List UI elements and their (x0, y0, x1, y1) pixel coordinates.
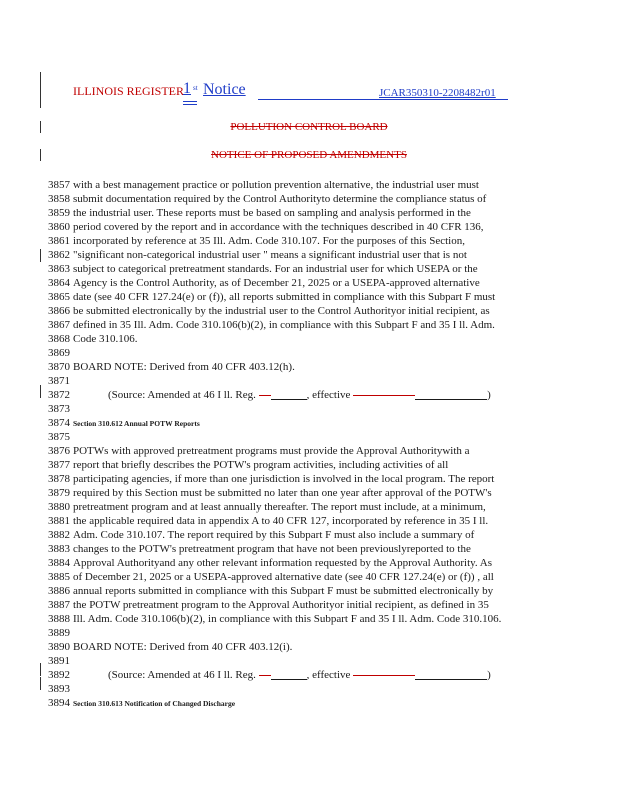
line-text: defined in 35 Ill. Adm. Code 310.106(b)(2), in compliance with this Subpart F and 35 I ll. Adm. (73, 319, 495, 331)
line-text: with a best management practice or pollution prevention alternative, the industrial user must (73, 179, 479, 191)
register-blank (271, 399, 307, 400)
line-text: POTWs with approved pretreatment programs must provide the Approval Authoritywith a (73, 445, 470, 457)
line-text: be submitted electronically by the industrial user to the Control Authorityor initial recipient, as (73, 305, 490, 317)
line-number: 3888 (48, 613, 70, 625)
document-line (48, 612, 568, 626)
line-number: 3876 (48, 445, 70, 457)
line-text: required by this Section must be submitted no later than one year after approval of the POTW's (73, 487, 492, 499)
line-number: 3873 (48, 403, 70, 415)
change-bar (40, 663, 41, 676)
document-line (48, 276, 568, 290)
line-number: 3879 (48, 487, 70, 499)
document-line (48, 626, 568, 640)
document-line (48, 542, 568, 556)
section-heading: Section 310.612 Annual POTW Reports (73, 419, 200, 428)
line-number: 3891 (48, 655, 70, 667)
line-text: annual reports submitted in compliance with this Subpart F must be submitted electronically by (73, 585, 494, 597)
effective-date-blank (415, 679, 487, 680)
double-underline (183, 101, 197, 102)
line-text: subject to categorical pretreatment standards. For an industrial user for which USEPA or the (73, 263, 478, 275)
line-number: 3872 (48, 389, 70, 401)
line-text: "significant non-categorical industrial user " means a significant industrial user that is not (73, 249, 467, 261)
document-line (48, 556, 568, 570)
change-bar (40, 72, 41, 108)
document-line (48, 248, 568, 262)
line-number: 3867 (48, 319, 70, 331)
line-number: 3887 (48, 599, 70, 611)
change-bar (40, 677, 41, 690)
document-line (48, 304, 568, 318)
document-body (48, 178, 568, 710)
line-number: 3863 (48, 263, 70, 275)
line-number: 3883 (48, 543, 70, 555)
line-text: period covered by the report and in accordance with the techniques described in 40 CFR 136, (73, 221, 484, 233)
line-number: 3886 (48, 585, 70, 597)
line-number: 3860 (48, 221, 70, 233)
notice-title: NOTICE OF PROPOSED AMENDMENTS (211, 149, 407, 161)
issue-number: 1 (183, 80, 191, 97)
document-line: 3892 (Source: Amended at 46 I ll. Reg. , effective ) (48, 669, 491, 681)
line-number: 3857 (48, 179, 70, 191)
line-text: the POTW pretreatment program to the Approval Authorityor initial recipient, as defined in 35 (73, 599, 489, 611)
line-number: 3892 (48, 669, 70, 681)
document-line (48, 206, 568, 220)
document-line (48, 486, 568, 500)
line-text: the industrial user. These reports must be based on sampling and analysis performed in the (73, 207, 471, 219)
document-line (48, 654, 568, 668)
document-line (48, 640, 568, 654)
line-text: Adm. Code 310.107. The report required by this Subpart F must also include a summary of (73, 529, 475, 541)
line-text: Ill. Adm. Code 310.106(b)(2), in compliance with this Subpart F and 35 I ll. Adm. Code 310.106. (73, 613, 502, 625)
document-line (48, 290, 568, 304)
line-text: BOARD NOTE: Derived from 40 CFR 403.12(h). (73, 361, 295, 373)
line-number: 3885 (48, 571, 70, 583)
line-number: 3861 (48, 235, 70, 247)
document-line (48, 528, 568, 542)
line-text: pretreatment program and at least annually thereafter. The report must include, at a minimum, (73, 501, 486, 513)
deleted-date-blank (353, 675, 415, 676)
register-blank (271, 679, 307, 680)
document-line (48, 570, 568, 584)
deleted-blank (259, 675, 271, 676)
section-heading: Section 310.613 Notification of Changed Discharge (73, 699, 236, 708)
document-line (48, 234, 568, 248)
document-line (48, 598, 568, 612)
deleted-blank (259, 395, 271, 396)
line-number: 3878 (48, 473, 70, 485)
line-number: 3869 (48, 347, 70, 359)
line-text: submit documentation required by the Control Authorityto determine the compliance status of (73, 193, 487, 205)
line-number: 3881 (48, 515, 70, 527)
document-line (48, 402, 568, 416)
document-line (48, 332, 568, 346)
line-number: 3882 (48, 529, 70, 541)
document-line (48, 262, 568, 276)
document-line (48, 500, 568, 514)
line-text: Agency is the Control Authority, as of December 21, 2025 or a USEPA-approved alternative (73, 277, 480, 289)
line-number: 3865 (48, 291, 70, 303)
document-line (48, 192, 568, 206)
line-text: report that briefly describes the POTW's program activities, including activities of all (73, 459, 449, 471)
document-line (48, 318, 568, 332)
double-underline (183, 104, 197, 105)
line-number: 3890 (48, 641, 70, 653)
line-number: 3874 (48, 417, 70, 429)
line-number: 3875 (48, 431, 70, 443)
document-line (48, 682, 568, 696)
line-text: incorporated by reference at 35 Ill. Adm. Code 310.107. For the purposes of this Section, (73, 235, 465, 247)
document-line (48, 178, 568, 192)
register-label: ILLINOIS REGISTER (73, 84, 184, 98)
line-number: 3889 (48, 627, 70, 639)
document-line (48, 696, 568, 710)
effective-label: , effective (306, 669, 351, 681)
document-line (48, 220, 568, 234)
line-text: BOARD NOTE: Derived from 40 CFR 403.12(i). (73, 641, 293, 653)
notice-label: Notice (203, 81, 246, 98)
line-number: 3877 (48, 459, 70, 471)
line-number: 3871 (48, 375, 70, 387)
board-title: POLLUTION CONTROL BOARD (230, 121, 388, 133)
line-number: 3858 (48, 193, 70, 205)
effective-label: , effective (306, 389, 351, 401)
document-line (48, 514, 568, 528)
change-bar (40, 249, 41, 262)
line-number: 3870 (48, 361, 70, 373)
document-line (48, 416, 568, 430)
document-line (48, 444, 568, 458)
line-text: Code 310.106. (73, 333, 138, 345)
document-line (48, 360, 568, 374)
document-line (48, 374, 568, 388)
line-number: 3884 (48, 557, 70, 569)
line-number: 3862 (48, 249, 70, 261)
line-text: Approval Authorityand any other relevant information requested by the Approval Authority. As (73, 557, 493, 569)
line-text: participating agencies, if more than one jurisdiction is involved in the local program. The report (73, 473, 495, 485)
source-note: (Source: Amended at 46 I ll. Reg. (108, 389, 256, 401)
line-number: 3859 (48, 207, 70, 219)
deleted-date-blank (353, 395, 415, 396)
source-note: (Source: Amended at 46 I ll. Reg. (108, 669, 256, 681)
document-code: JCAR350310-2208482r01 (379, 87, 496, 99)
line-text: changes to the POTW's pretreatment program that have not been previouslyreported to the (73, 543, 471, 555)
document-line (48, 430, 568, 444)
line-text: of December 21, 2025 or a USEPA-approved alternative date (see 40 CFR 127.24(e) or (f)) , all (73, 571, 494, 583)
header-underline (258, 99, 508, 100)
line-number: 3868 (48, 333, 70, 345)
document-line (48, 472, 568, 486)
line-number: 3893 (48, 683, 70, 695)
issue-suffix: st (193, 84, 198, 92)
line-number: 3880 (48, 501, 70, 513)
line-number: 3866 (48, 305, 70, 317)
document-line: 3872 (Source: Amended at 46 I ll. Reg. , effective ) (48, 389, 491, 401)
change-bar (40, 385, 41, 398)
document-line (48, 458, 568, 472)
line-text: date (see 40 CFR 127.24(e) or (f)), all reports submitted in compliance with this Subpart F must (73, 291, 496, 303)
line-text: the applicable required data in appendix A to 40 CFR 127, incorporated by reference in 35 I ll. (73, 515, 489, 527)
document-line (48, 584, 568, 598)
effective-date-blank (415, 399, 487, 400)
document-line (48, 346, 568, 360)
line-number: 3864 (48, 277, 70, 289)
line-number: 3894 (48, 697, 70, 709)
